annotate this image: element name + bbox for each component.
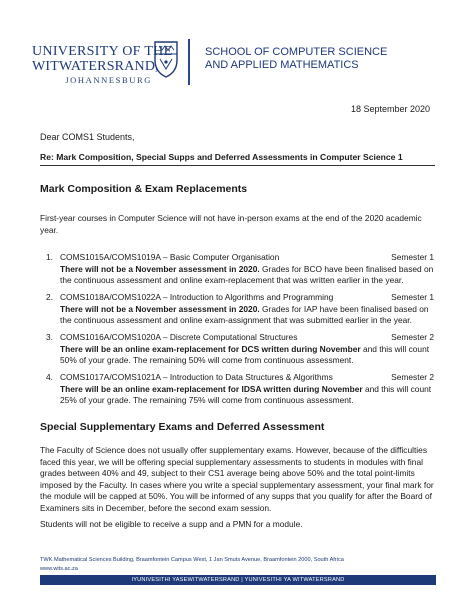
course-title: COMS1016A/COMS1020A – Discrete Computational Structures bbox=[60, 332, 298, 342]
university-name-line2: WITWATERSRAND, bbox=[32, 59, 159, 74]
school-name bbox=[205, 46, 387, 71]
header-divider bbox=[188, 39, 190, 85]
salutation: Dear COMS1 Students, bbox=[40, 132, 135, 142]
course-bold-note: There will be an online exam-replacement for DCS written during November bbox=[60, 343, 361, 354]
university-logo-text bbox=[32, 44, 173, 86]
footer-address: TWK Mathematical Sciences Building, Braamfontein Campus West, 1 Jan Smuts Avenue, Braamfontein 2000, South Africa bbox=[40, 557, 344, 563]
list-item-number: 4. bbox=[46, 372, 53, 382]
school-name-line1: SCHOOL OF COMPUTER SCIENCE bbox=[205, 46, 388, 58]
course-semester: Semester 1 bbox=[391, 292, 434, 302]
course-title: COMS1015A/COMS1019A – Basic Computer Organisation bbox=[60, 252, 280, 262]
closing-paragraph: Students will not be eligible to receive a supp and a PMN for a module. bbox=[40, 519, 303, 529]
list-item bbox=[40, 372, 436, 407]
course-semester: Semester 1 bbox=[391, 252, 434, 262]
supplementary-paragraph: The Faculty of Science does not usually offer supplementary exams. However, because of the difficulties faced this year, we will be offering special supplementary assessments to students in modules with final grades between 40% and 49, subject to their CS1 average being above 50% and the total point-limits imposed by the Faculty. In cases where you write a special supplementary assessment, your final mark for the module will be capped at 50%. You will be informed of any supps that you qualify for after the Board of Examiners sits in December, before the second exam session. bbox=[40, 445, 434, 513]
section-heading-supplementary: Special Supplementary Exams and Deferred Assessment bbox=[40, 421, 325, 433]
school-name-line2: AND APPLIED MATHEMATICS bbox=[205, 58, 359, 71]
list-item bbox=[40, 332, 436, 367]
course-title: COMS1017A/COMS1021A – Introduction to Data Structures & Algorithms bbox=[60, 372, 333, 382]
university-crest-icon bbox=[153, 40, 179, 78]
university-name-line3: JOHANNESBURG bbox=[65, 75, 152, 85]
course-semester: Semester 2 bbox=[391, 372, 434, 382]
list-item-number: 3. bbox=[46, 332, 53, 342]
course-bold-note: There will not be a November assessment in 2020. bbox=[60, 263, 260, 274]
course-bold-note: There will be an online exam-replacement for IDSA written during November bbox=[60, 383, 363, 394]
section-heading-mark-composition: Mark Composition & Exam Replacements bbox=[40, 183, 248, 195]
course-title: COMS1018A/COMS1022A – Introduction to Algorithms and Programming bbox=[60, 292, 334, 302]
course-note: Grades for BCO have been finalised based on the continuous assessment and online exam-replacement that was written earlier in the year. bbox=[60, 263, 434, 285]
list-item bbox=[40, 292, 436, 327]
letter-date: 18 September 2020 bbox=[350, 104, 430, 114]
university-name-line1: UNIVERSITY OF THE bbox=[32, 44, 173, 59]
course-note: and this will count 50% of your grade. The remaining 50% will come from continuous assessment. bbox=[60, 343, 430, 365]
footer-banner: IYUNIVESITHI YASEWITWATERSRAND | YUNIVESITHI YA WITWATERSRAND bbox=[40, 575, 436, 585]
intro-paragraph: First-year courses in Computer Science will not have in-person exams at the end of the 2020 academic year. bbox=[40, 213, 422, 235]
course-semester: Semester 2 bbox=[391, 332, 434, 342]
course-note: and this will count 25% of your grade. The remaining 75% will come from continuous assessment. bbox=[60, 383, 432, 405]
list-item bbox=[40, 252, 436, 287]
course-list bbox=[40, 252, 436, 412]
subject-line: Re: Mark Composition, Special Supps and Deferred Assessments in Computer Science 1 bbox=[40, 152, 403, 162]
list-item-number: 2. bbox=[46, 292, 53, 302]
course-bold-note: There will not be a November assessment in 2020. bbox=[60, 303, 260, 314]
course-note: Grades for IAP have been finalised based on the continuous assessment and online exam-assignment that was submitted earlier in the year. bbox=[60, 303, 429, 325]
list-item-number: 1. bbox=[46, 252, 53, 262]
footer-website-link[interactable]: www.wits.ac.za bbox=[40, 566, 78, 572]
subject-underline bbox=[40, 165, 435, 166]
